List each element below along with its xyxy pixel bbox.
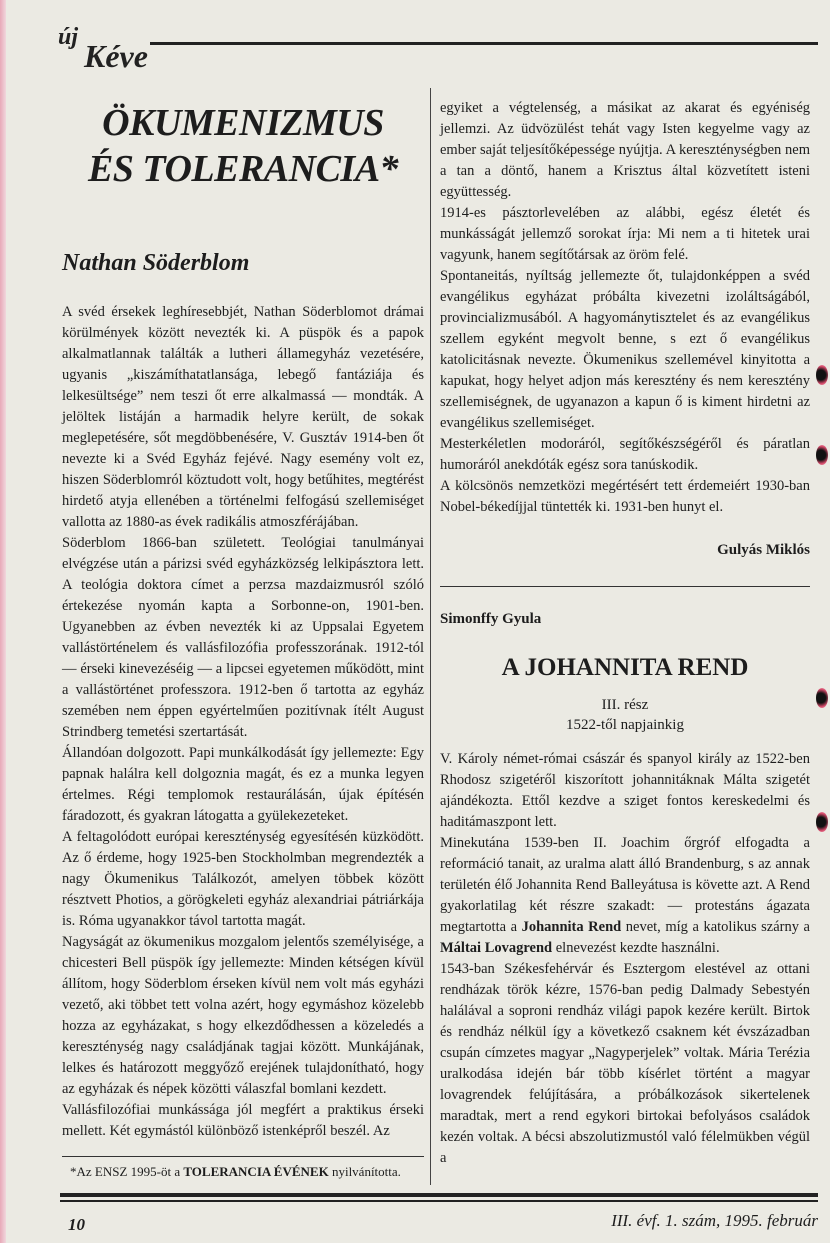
binder-hole [816, 812, 828, 832]
paragraph: Állandóan dolgozott. Papi munkálkodását így jellemezte: Egy papnak halálra kell dolgoznia magát, és ez a munka legyen értelmes. Régi templomok restaurálásán, újak építésén fáradozott, és gyakran látogatta a gyülekezeteket. [62, 745, 424, 824]
text: *Az ENSZ 1995-öt a [70, 1164, 184, 1179]
footer-rule [60, 1200, 818, 1202]
article2-text [440, 749, 810, 1169]
logo-small: új [58, 24, 79, 50]
left-column [62, 100, 424, 1181]
magazine-logo [58, 24, 148, 74]
article-title-2: A JOHANNITA REND [501, 654, 749, 681]
bold-term: Máltai Lovagrend [440, 940, 553, 956]
issue-info: III. évf. 1. szám, 1995. február [611, 1211, 818, 1230]
page-number: 10 [68, 1215, 85, 1234]
paragraph: 1543-ban Székesfehérvár és Esztergom elestével az ottani rendházak török kézre, 1576-ban pedig Dalmady Sebestyén halálával a soproni rendház világi papok kezére került. Birtok és rendház nélkül így a következő csaknem két évszázadban csupán címzetes magyar „Nagyperjelek” voltak. Mária Terézia uralkodása idején bár több kísérlet történt a magyar lovagrendek felújítására, a próbálkozások sikertelenek maradtak, mert a rend egykori birtokai befolyásos családok kezén voltak. A bécsi abszolutizmustól való félelmükben végül a [440, 961, 810, 1166]
paragraph [440, 833, 810, 959]
text: nevet, míg a katolikus szárny a [621, 919, 810, 935]
paragraph: 1914-es pásztorlevelében az alábbi, egész életét és munkásságát jellemző sorokat írja: Mi nem a ti hitetek urai vagyunk, hanem segítőtársak az öröm felé. [440, 205, 810, 263]
paragraph: Söderblom 1866-ban született. Teológiai tanulmányai elvégzése után a párizsi svéd egyházközség lelkipásztora lett. A teológia doktora címet a perzsa mazdaizmusról szóló értekezése nyomán kapta a Sorbonne-on, 1901-ben. Ugyanebben az évben nevezték ki az Uppsalai Egyetem vallástörténelem és vallásfilozófia professzorának. 1912-tól — érseki kinevezéséig — a lipcsei egyetemen működött, mint a vallástörténet professzora. 1912-ben ő tartotta az egyház szemében nem éppen egyértelműen pozitívnak ítélt August Strindberg temetési szertartását. [62, 535, 424, 740]
paragraph: V. Károly német-római császár és spanyol király az 1522-ben Rhodosz szigetéről kiszorított johannitáknak Málta szigetét ajándékozta. Ettől kezdve a sziget fontos kereskedelmi és haditámaszpont lett. [440, 751, 810, 830]
paragraph: Mesterkéletlen modoráról, segítőkészségéről és páratlan humoráról anekdóták egész sora tanúskodik. [440, 436, 810, 473]
bold-term: TOLERANCIA ÉVÉNEK [183, 1164, 329, 1179]
signature: Gulyás Miklós [717, 542, 810, 558]
footnote [62, 1163, 424, 1181]
article-author: Simonffy Gyula [440, 611, 542, 627]
right-column [440, 98, 810, 1169]
binder-hole [816, 445, 828, 465]
article-title [62, 100, 424, 192]
text: nyilvánította. [328, 1164, 401, 1179]
page-edge [0, 0, 6, 1243]
bold-term: Johannita Rend [521, 919, 622, 935]
text: Minekutána 1539-ben II. Joachim őrgróf elfogadta a reformáció tanait, az uralma alatt álló Brandenburg, s az annak területén élő Johannita Rend Balleyátusa is követte azt. A Rend gyakorlatilag két részre szakadt: — protestáns ágazata megtartotta a [440, 835, 810, 935]
part-label: III. rész [601, 697, 649, 713]
paragraph: A feltagolódott európai kereszténység egyesítésén küzködött. Az ő érdeme, hogy 1925-ben Stockholmban megrendezték a nagy Ökumenikus Találkozót, amelyen többek között résztvett Photios, a görögkeleti egyház alexandriai pátriárkája is. Róma ugyanakkor távol tartotta magát. [62, 829, 424, 929]
article-subject: Nathan Söderblom [62, 250, 250, 276]
paragraph: A kölcsönös nemzetközi megértésért tett érdemeiért 1930-ban Nobel-békedíjjal tüntették ki. 1931-ben hunyt el. [440, 478, 810, 515]
logo-main: Kéve [84, 38, 148, 74]
binder-hole [816, 365, 828, 385]
column-divider [430, 88, 431, 1185]
paragraph: A svéd érsekek leghíresebbjét, Nathan Söderblomot drámai körülmények között nevezték ki. A püspök és a papok alkalmatlannak találták a lutheri államegyház vezetésére, ugyanis „kiszámíthatatlansága, lebegő fantáziája és lelkesültsége” nem teszi őt erre alkalmassá — mondták. A jelöltek listáján a harmadik helyre került, de sokak meglepetésére, sőt megdöbbenésére, V. Gusztáv 1914-ben őt nevezte ki a Svéd Egyház fejévé. Nagy esemény volt ez, hiszen Söderblomról köztudott volt, hogy betűhites, megtérést hirdető atyja ellenében a történelmi felfogású szellemiséget vallotta az 1880-as évek radikális atmoszférájában. [62, 304, 424, 530]
paragraph: Nagyságát az ökumenikus mozgalom jelentős személyisége, a chicesteri Bell püspök így jellemezte: Minden kétségen kívül állítom, hogy Söderblom érseken kívül nem volt más egyházi vezető, aki többet tett volna azért, hogy egymáshoz közelebb hozza az egyházakat, s hogy elkezdődhessen a közeledés a kereszténység nagy családjának tagjai között. Munkájának, lelkes és határozott meggyőző erejének tulajdonítható, hogy az egyházak és népek közötti válaszfal bomlani kezdett. [62, 934, 424, 1097]
article-subtitle: 1522-től napjainkig [566, 717, 684, 733]
text: elnevezést kezdte használni. [552, 940, 720, 956]
paragraph: egyiket a végtelenség, a másikat az akarat és egyéniség jellemzi. Az üdvözülést tehát vagy Isten kegyelme vagy az ember saját teljesítőképessége nyújtja. A kereszténységben nem a tan a döntő, hanem a Krisztus által közvetített isteni együttesség. [440, 100, 810, 200]
paragraph: Spontaneitás, nyíltság jellemezte őt, tulajdonképpen a svéd evangélikus egyházat próbálta kivezetni izoláltságából, provincializmusából. A hagyománytisztelet és az evangélikus szellem egyként megvolt benne, s ezt ő evangélikus katolicitásnak nevezte. Ökumenikus szellemével kinyitotta a kapukat, hogy helyet adjon más keresztény és nem keresztény szellemiségnek, de ugyanazon a kapun ő is kiment hirdetni az evangélikus szellemiséget. [440, 268, 810, 431]
binder-hole [816, 688, 828, 708]
title-line-2: ÉS TOLERANCIA* [87, 148, 399, 190]
footer-rule [60, 1193, 818, 1197]
paragraph: Vallásfilozófiai munkássága jól megfért a praktikus érseki mellett. Két egymástól különböző istenképről beszél. Az [62, 1102, 424, 1139]
section-rule [440, 586, 810, 587]
header-rule [150, 42, 818, 45]
footnote-rule [62, 1156, 424, 1157]
title-line-1: ÖKUMENIZMUS [102, 102, 384, 144]
